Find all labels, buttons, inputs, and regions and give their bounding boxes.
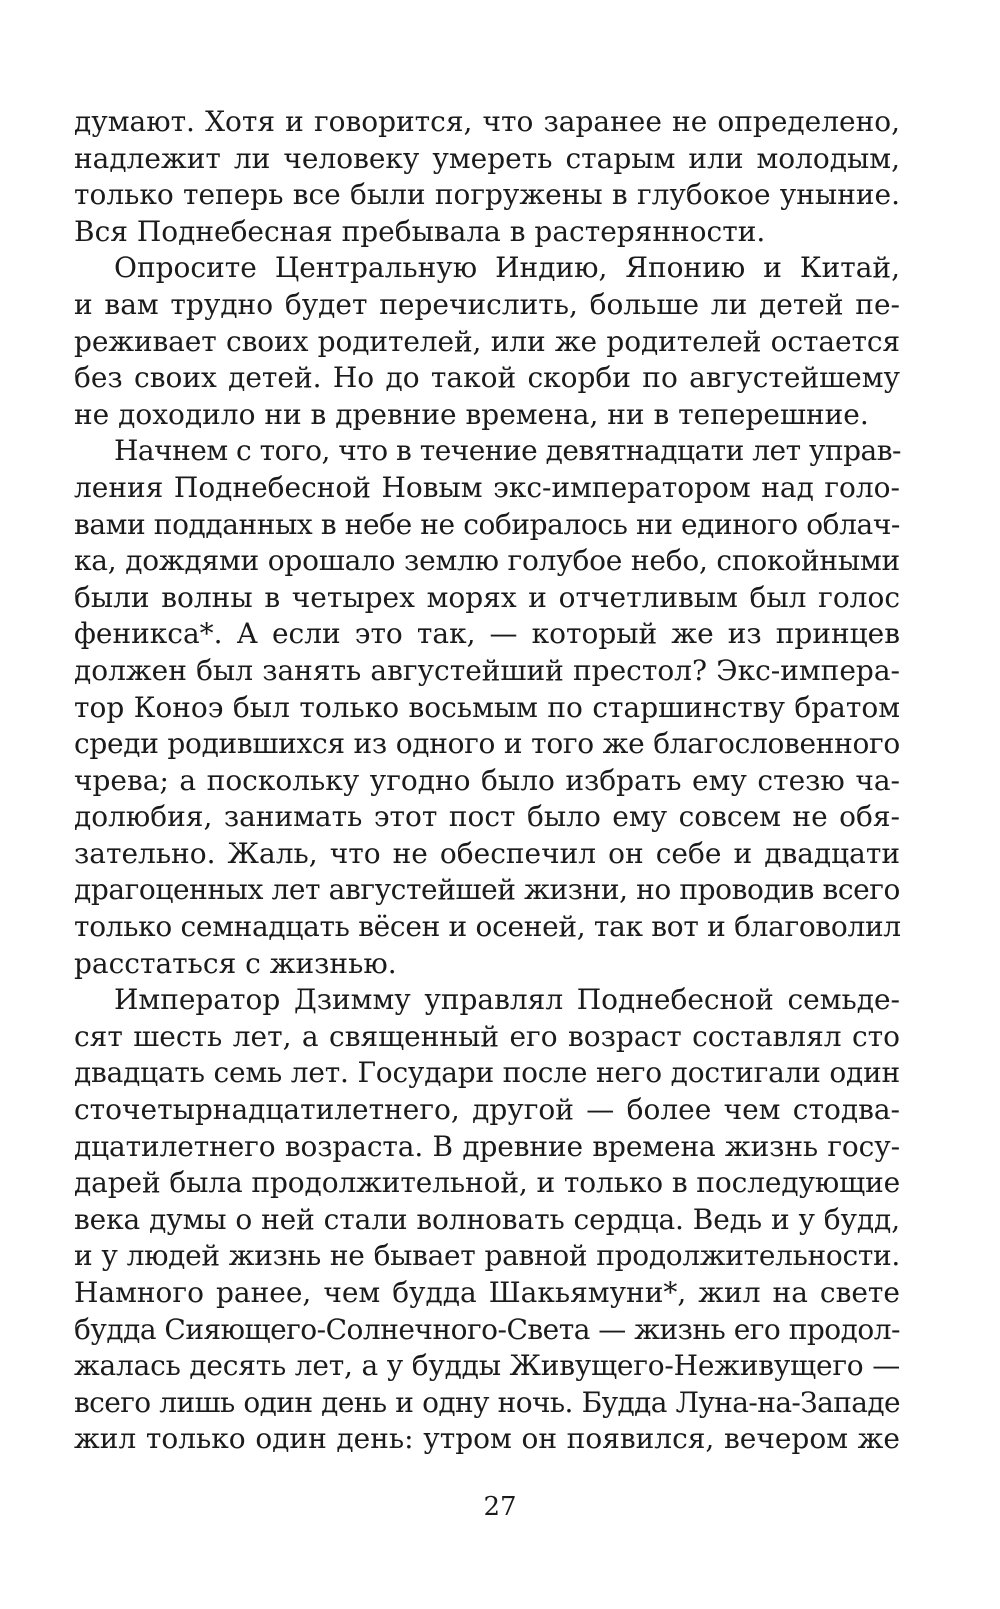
- text-line: сточетырнадцатилетнего, другой — более чем стодва-: [74, 1093, 900, 1127]
- text-line: только теперь все были погружены в глубокое уныние.: [74, 178, 900, 212]
- text-line: Начнем с того, что в течение девятнадцати лет управ-: [114, 434, 901, 468]
- text-line: дарей была продолжительной, и только в последующие: [74, 1166, 901, 1200]
- text-line: века думы о ней стали волновать сердца. Ведь и у будд,: [74, 1202, 900, 1236]
- text-line: Намного ранее, чем будда Шакьямуни*, жил на свете: [74, 1276, 900, 1309]
- text-line: Вся Поднебесная пребывала в растерянности.: [74, 214, 766, 248]
- text-line: без своих детей. Но до такой скорби по августейшему: [74, 361, 900, 395]
- paragraph-1: [74, 104, 900, 250]
- page-number: 27: [483, 1492, 517, 1522]
- text-line: дцатилетнего возраста. В древние времена жизнь госу-: [74, 1129, 900, 1163]
- text-line: расстаться с жизнью.: [74, 946, 397, 980]
- text-line: жил только один день: утром он появился, вечером же: [74, 1422, 900, 1456]
- text-line: реживает своих родителей, или же родителей остается: [74, 324, 900, 358]
- text-line: были волны в четырех морях и отчетливым был голос: [74, 580, 900, 614]
- text-line: долюбия, занимать этот пост было ему совсем не обя-: [74, 800, 900, 834]
- text-line: и у людей жизнь не бывает равной продолжительности.: [74, 1239, 900, 1273]
- page-body: [74, 104, 900, 1458]
- text-line: Император Дзимму управлял Поднебесной семьде-: [114, 983, 900, 1017]
- text-line: жалась десять лет, а у будды Живущего-Неживущего —: [74, 1349, 900, 1383]
- text-line: будда Сияющего-Солнечного-Света — жизнь его продол-: [74, 1312, 900, 1346]
- text-line: не доходило ни в древние времена, ни в теперешние.: [74, 397, 869, 431]
- paragraph-3: [74, 433, 900, 982]
- text-line: тор Коноэ был только восьмым по старшинству братом: [74, 690, 900, 724]
- text-line: ления Поднебесной Новым экс-императором над голо-: [74, 470, 900, 504]
- text-line: чрева; а поскольку угодно было избрать ему стезю ча-: [74, 763, 900, 797]
- paragraph-4: [74, 982, 900, 1458]
- text-line: зательно. Жаль, что не обеспечил он себе и двадцати: [74, 836, 900, 870]
- text-line: сят шесть лет, а священный его возраст составлял сто: [74, 1019, 900, 1053]
- text-line: только семнадцать вёсен и осеней, так вот и благоволил: [74, 910, 901, 944]
- text-line: вами подданных в небе не собиралось ни единого облач-: [74, 507, 900, 541]
- text-line: феникса*. А если это так, — который же из принцев: [74, 617, 900, 651]
- paragraph-2: [74, 250, 900, 433]
- text-line: Опросите Центральную Индию, Японию и Китай,: [114, 251, 900, 285]
- text-line: среди родившихся из одного и того же благословенного: [74, 727, 900, 761]
- text-line: всего лишь один день и одну ночь. Будда Луна-на-Западе: [74, 1385, 900, 1419]
- text-line: и вам трудно будет перечислить, больше ли детей пе-: [74, 287, 900, 321]
- text-line: драгоценных лет августейшей жизни, но проводив всего: [74, 873, 900, 907]
- text-line: должен был занять августейший престол? Экс-импера-: [74, 653, 900, 687]
- text-line: надлежит ли человеку умереть старым или молодым,: [74, 141, 900, 175]
- text-line: думают. Хотя и говорится, что заранее не определено,: [74, 105, 900, 138]
- text-line: ка, дождями орошало землю голубое небо, спокойными: [74, 544, 901, 578]
- text-line: двадцать семь лет. Государи после него достигали один: [74, 1056, 900, 1090]
